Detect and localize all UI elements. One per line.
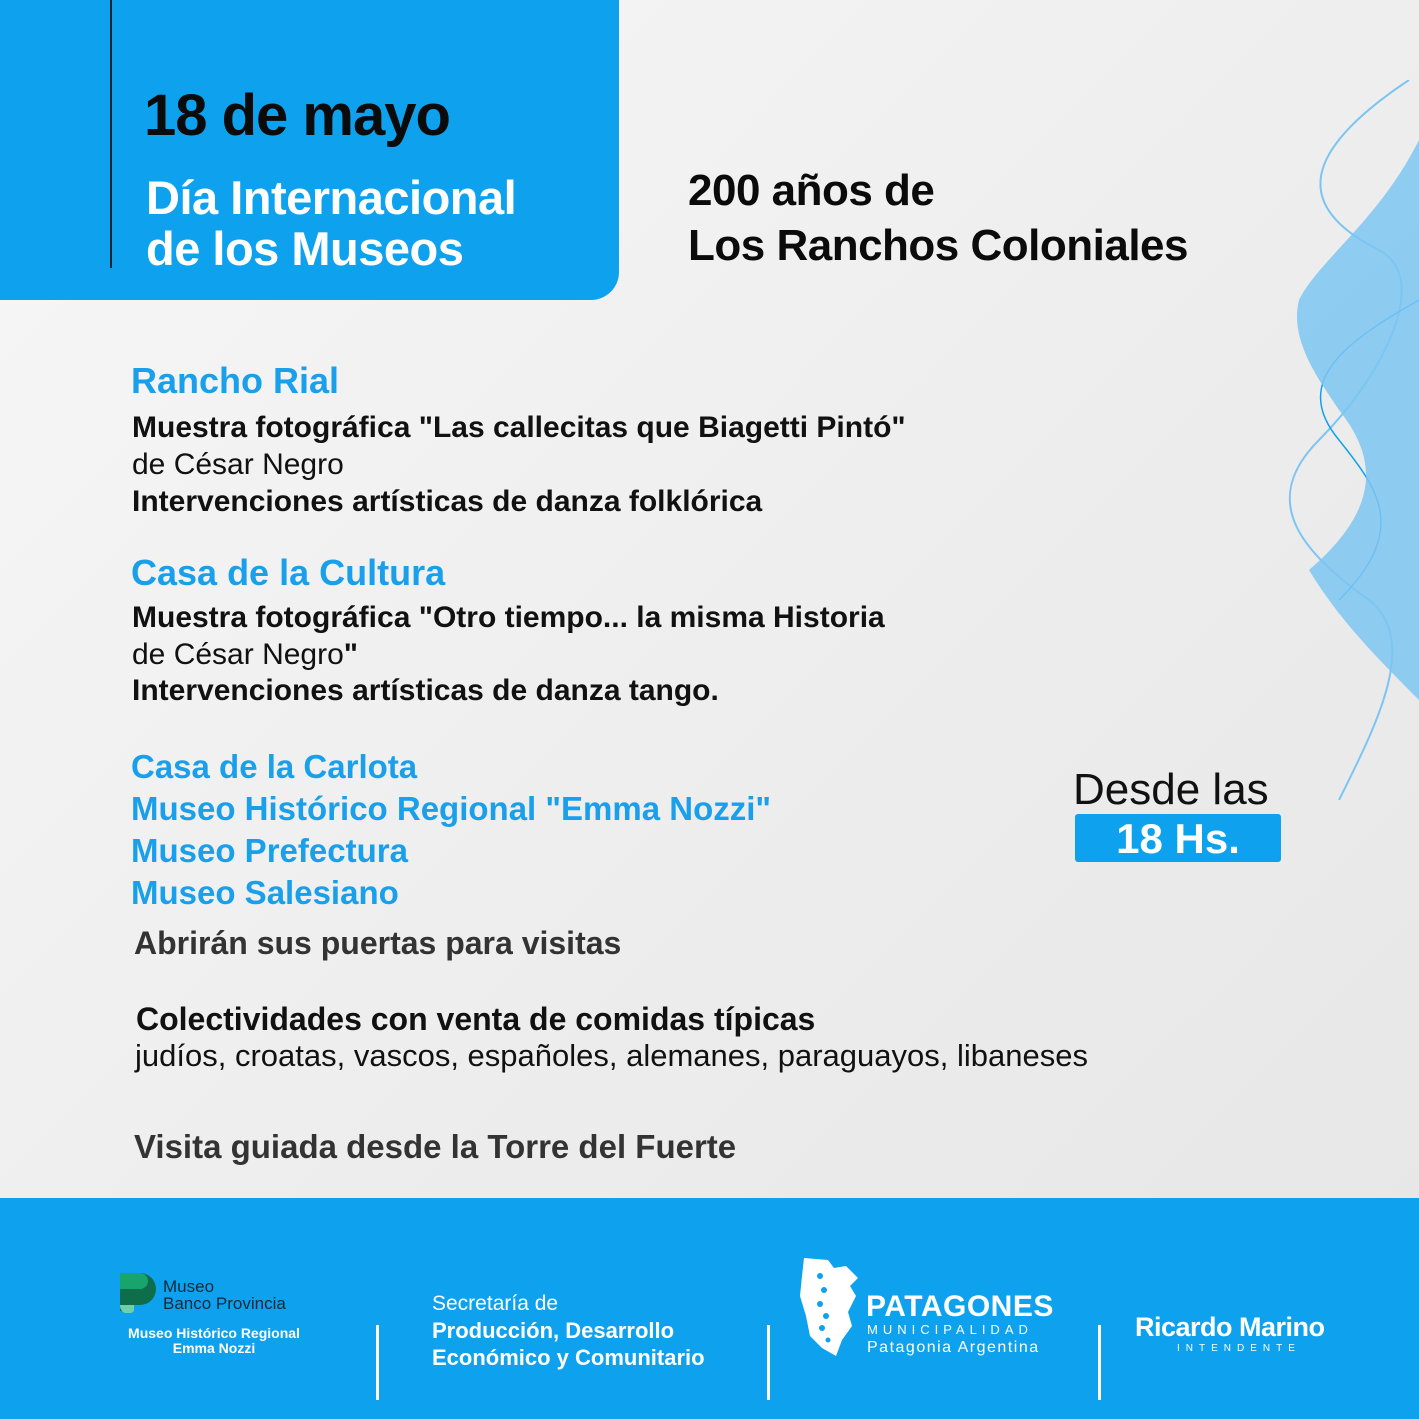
museo-brand-name [163, 1278, 286, 1312]
time-label: Desde las [1073, 765, 1269, 814]
list-item: Museo Salesiano [131, 874, 399, 911]
museo-banco-provincia-logo [118, 1271, 158, 1313]
venue-activity: Intervenciones artísticas de danza folklórica [132, 485, 763, 518]
decorative-waves [1259, 80, 1419, 800]
venue-name-casa-cultura: Casa de la Cultura [131, 552, 446, 593]
museo-brand-line2: Banco Provincia [163, 1294, 286, 1313]
footer-separator [376, 1325, 379, 1400]
museum-list [131, 746, 771, 914]
event-title-line1: Día Internacional [146, 171, 517, 224]
list-item: Casa de la Carlota [131, 748, 418, 785]
museums-note: Abrirán sus puertas para visitas [134, 925, 622, 961]
museo-brand-line1: Museo [163, 1277, 215, 1296]
venue-author: de César Negro [132, 448, 344, 481]
venue-activity: Intervenciones artísticas de danza tango. [132, 674, 719, 707]
venue-name-rancho-rial: Rancho Rial [131, 360, 340, 401]
patagonia-label: Patagonia Argentina [867, 1339, 1040, 1356]
event-date: 18 de mayo [144, 83, 450, 148]
footer-separator [767, 1325, 770, 1400]
mayor-name: Ricardo Marino [1135, 1312, 1325, 1342]
anniversary-title [688, 163, 1188, 273]
guided-tour: Visita guiada desde la Torre del Fuerte [134, 1128, 737, 1165]
patagones-map-icon [798, 1256, 860, 1358]
footer-separator [1098, 1325, 1101, 1400]
venue-exhibit: Muestra fotográfica "Las callecitas que Biagetti Pintó" [132, 411, 906, 444]
anniversary-line1: 200 años de [688, 166, 935, 215]
secretaria-label: Secretaría de [432, 1292, 559, 1315]
patagones-name: PATAGONES [866, 1290, 1054, 1323]
event-title [146, 172, 516, 274]
venue-author [132, 638, 358, 672]
footer-bar [0, 1198, 1419, 1419]
museo-subtitle-line2: Emma Nozzi [172, 1340, 256, 1356]
list-item: Museo Prefectura [131, 832, 408, 869]
secretaria-name-line2: Económico y Comunitario [432, 1345, 705, 1370]
museo-subtitle-line1: Museo Histórico Regional [128, 1325, 300, 1341]
secretaria-name-line1: Producción, Desarrollo [432, 1318, 675, 1343]
venue-exhibit: Muestra fotográfica "Otro tiempo... la misma Historia [132, 601, 885, 634]
mayor-role: INTENDENTE [1177, 1343, 1301, 1354]
food-title: Colectividades con venta de comidas típicas [136, 1001, 816, 1037]
time-badge: 18 Hs. [1075, 814, 1281, 862]
municipalidad-label: MUNICIPALIDAD [867, 1322, 1033, 1337]
venue-author-name: de César Negro [132, 638, 344, 671]
anniversary-line2: Los Ranchos Coloniales [688, 221, 1188, 270]
header-divider [110, 0, 112, 268]
event-title-line2: de los Museos [146, 222, 464, 275]
list-item: Museo Histórico Regional "Emma Nozzi" [131, 790, 772, 827]
food-list: judíos, croatas, vascos, españoles, alemanes, paraguayos, libaneses [135, 1038, 1088, 1073]
museo-subtitle [105, 1326, 323, 1356]
secretaria-name [432, 1317, 705, 1371]
closing-quote: " [343, 638, 359, 671]
